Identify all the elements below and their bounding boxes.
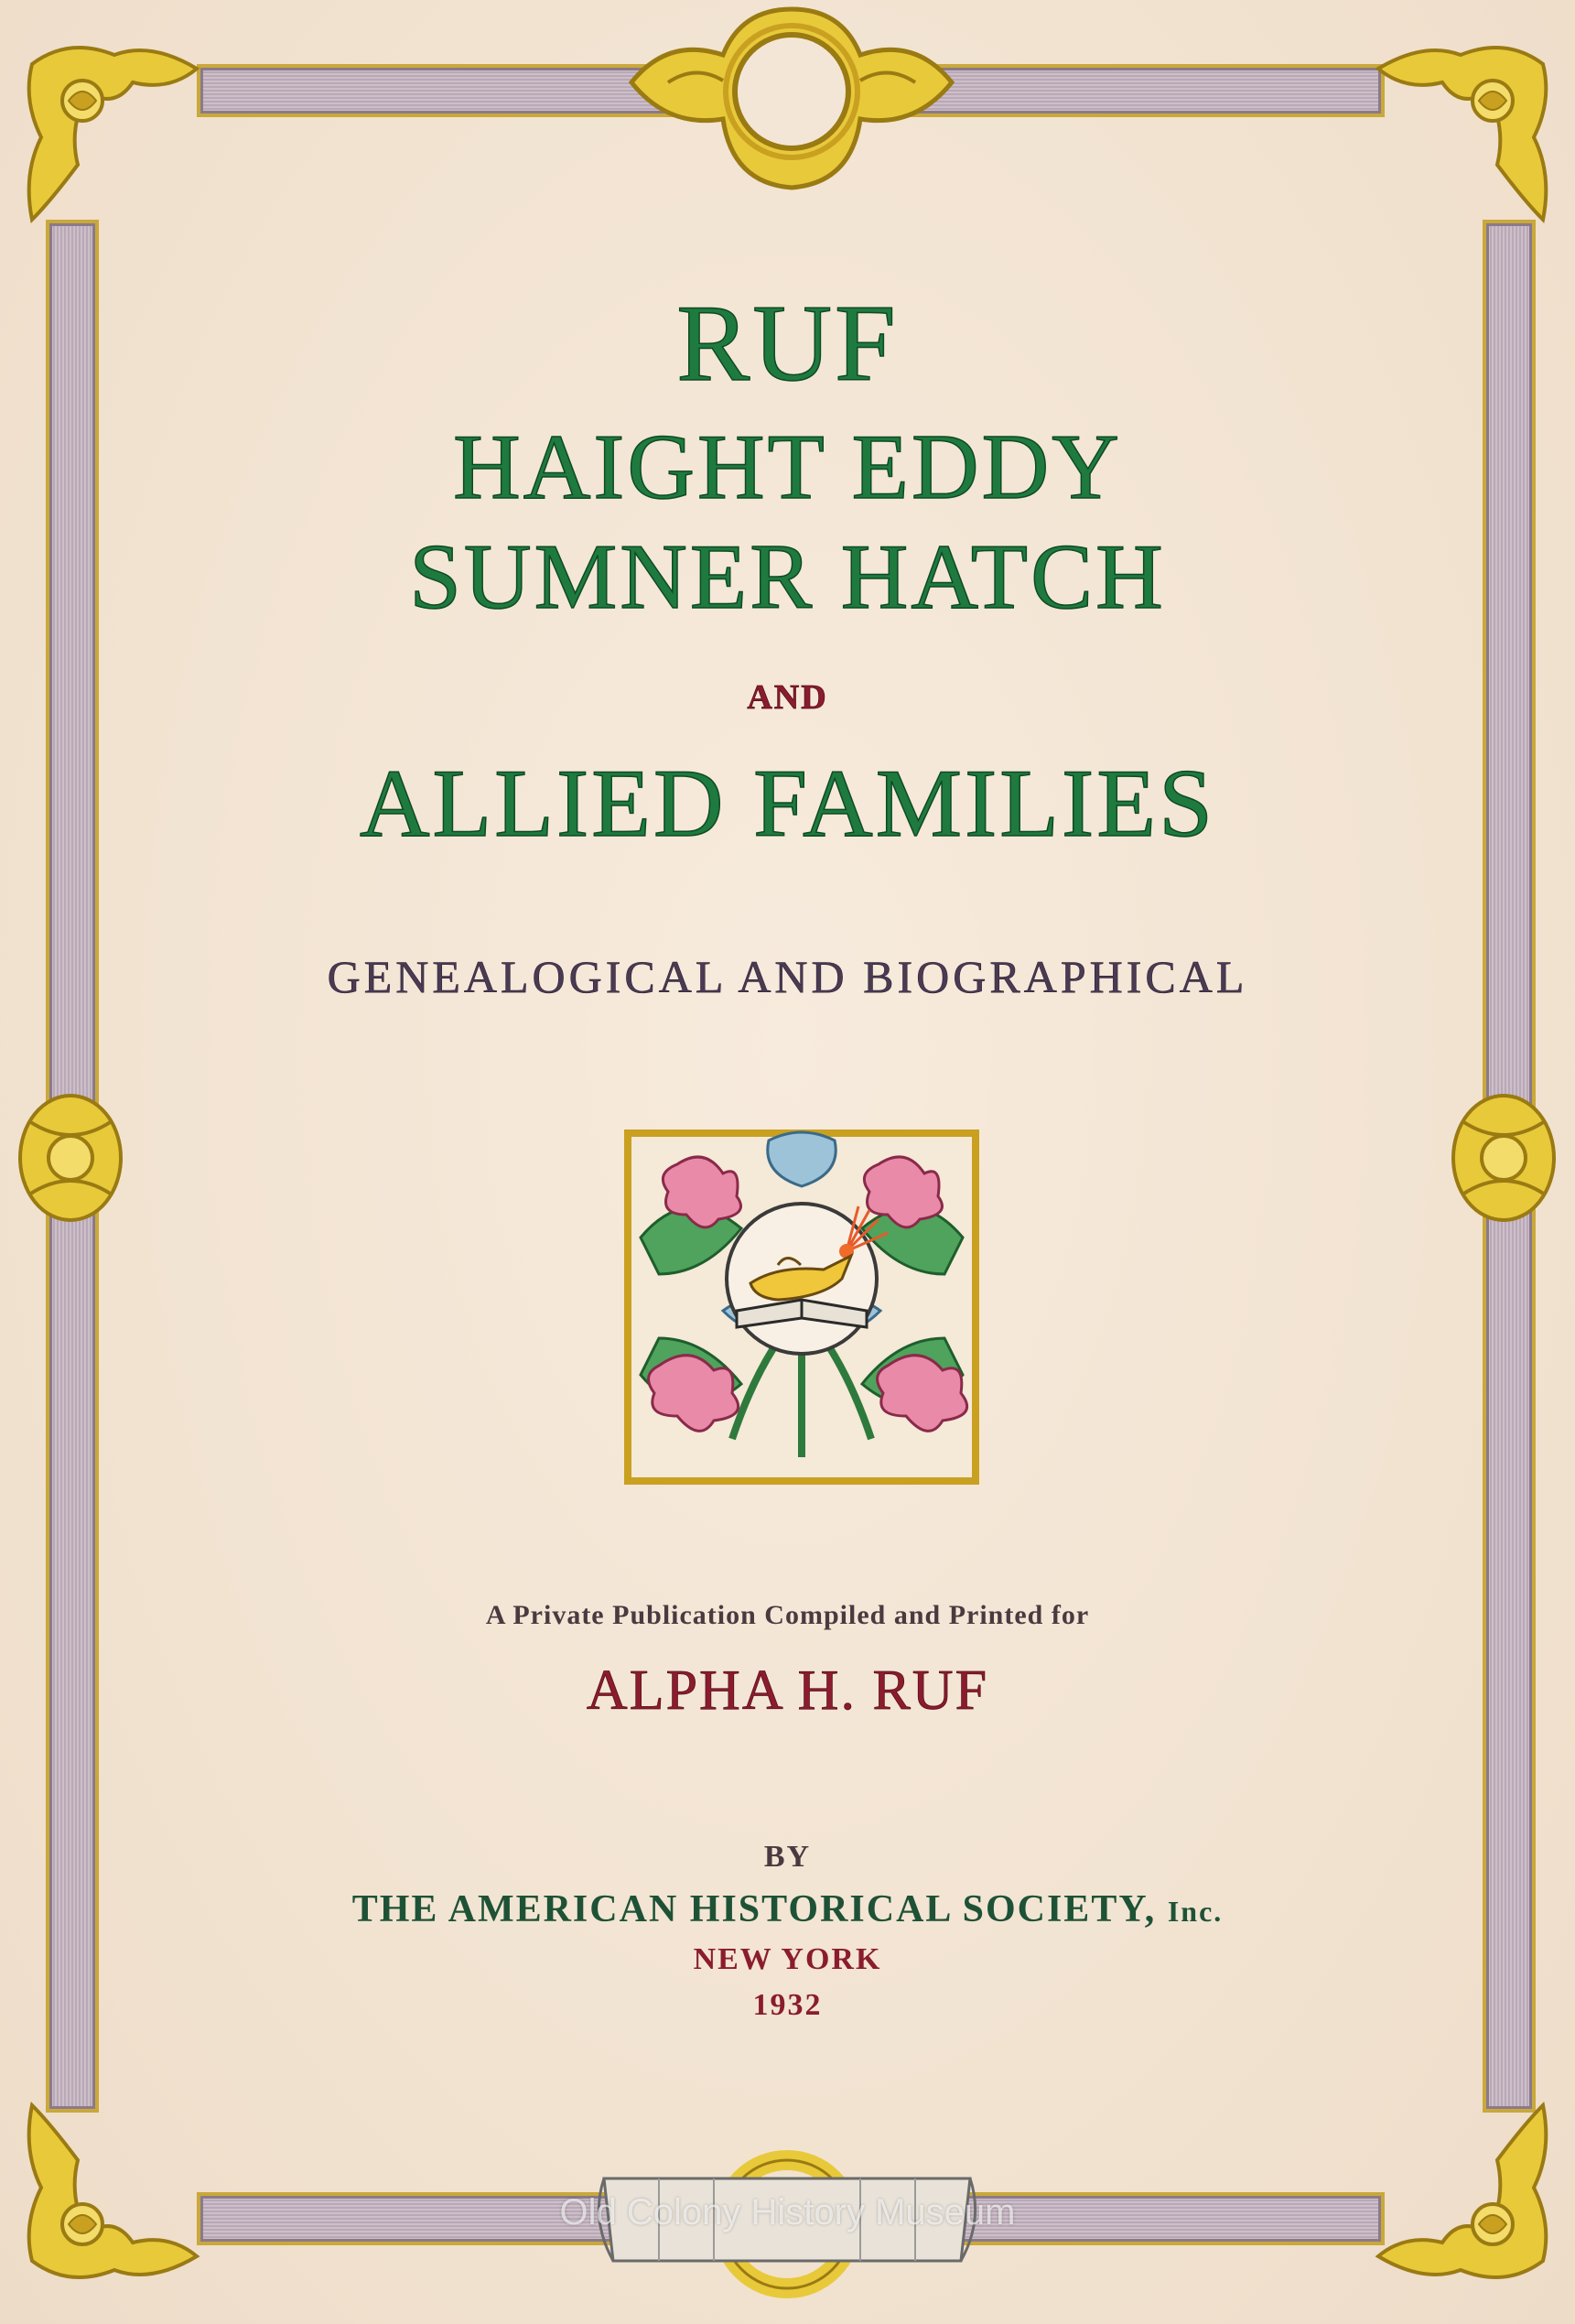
publisher-line [0,1887,1575,1931]
corner-ornament-top-right-icon [1360,27,1561,229]
corner-ornament-top-left-icon [14,27,215,229]
by-line: BY [763,1840,812,1874]
title-line-haight-eddy: HAIGHT EDDY [453,416,1122,519]
subtitle: GENEALOGICAL AND BIOGRAPHICAL [327,951,1248,1002]
title-conjunction: AND [747,678,828,717]
publication-note: A Private Publication Compiled and Printed for [485,1600,1090,1630]
publication-year: 1932 [752,1988,823,2022]
watermark: Old Colony History Museum [559,2192,1016,2232]
publisher-name: THE AMERICAN HISTORICAL SOCIETY, [351,1888,1157,1930]
title-line-ruf: RUF [676,282,899,404]
side-ornament-right-icon [1444,1085,1563,1231]
top-wreath-ornament-icon [613,0,970,197]
publication-city: NEW YORK [693,1942,882,1976]
oil-lamp-and-book-emblem-icon [622,1128,981,1486]
publisher-suffix: Inc. [1167,1895,1224,1928]
recipient-name: ALPHA H. RUF [586,1659,989,1722]
title-line-sumner-hatch: SUMNER HATCH [409,525,1166,629]
title-line-allied-families: ALLIED FAMILIES [359,750,1216,857]
side-ornament-left-icon [11,1085,130,1231]
